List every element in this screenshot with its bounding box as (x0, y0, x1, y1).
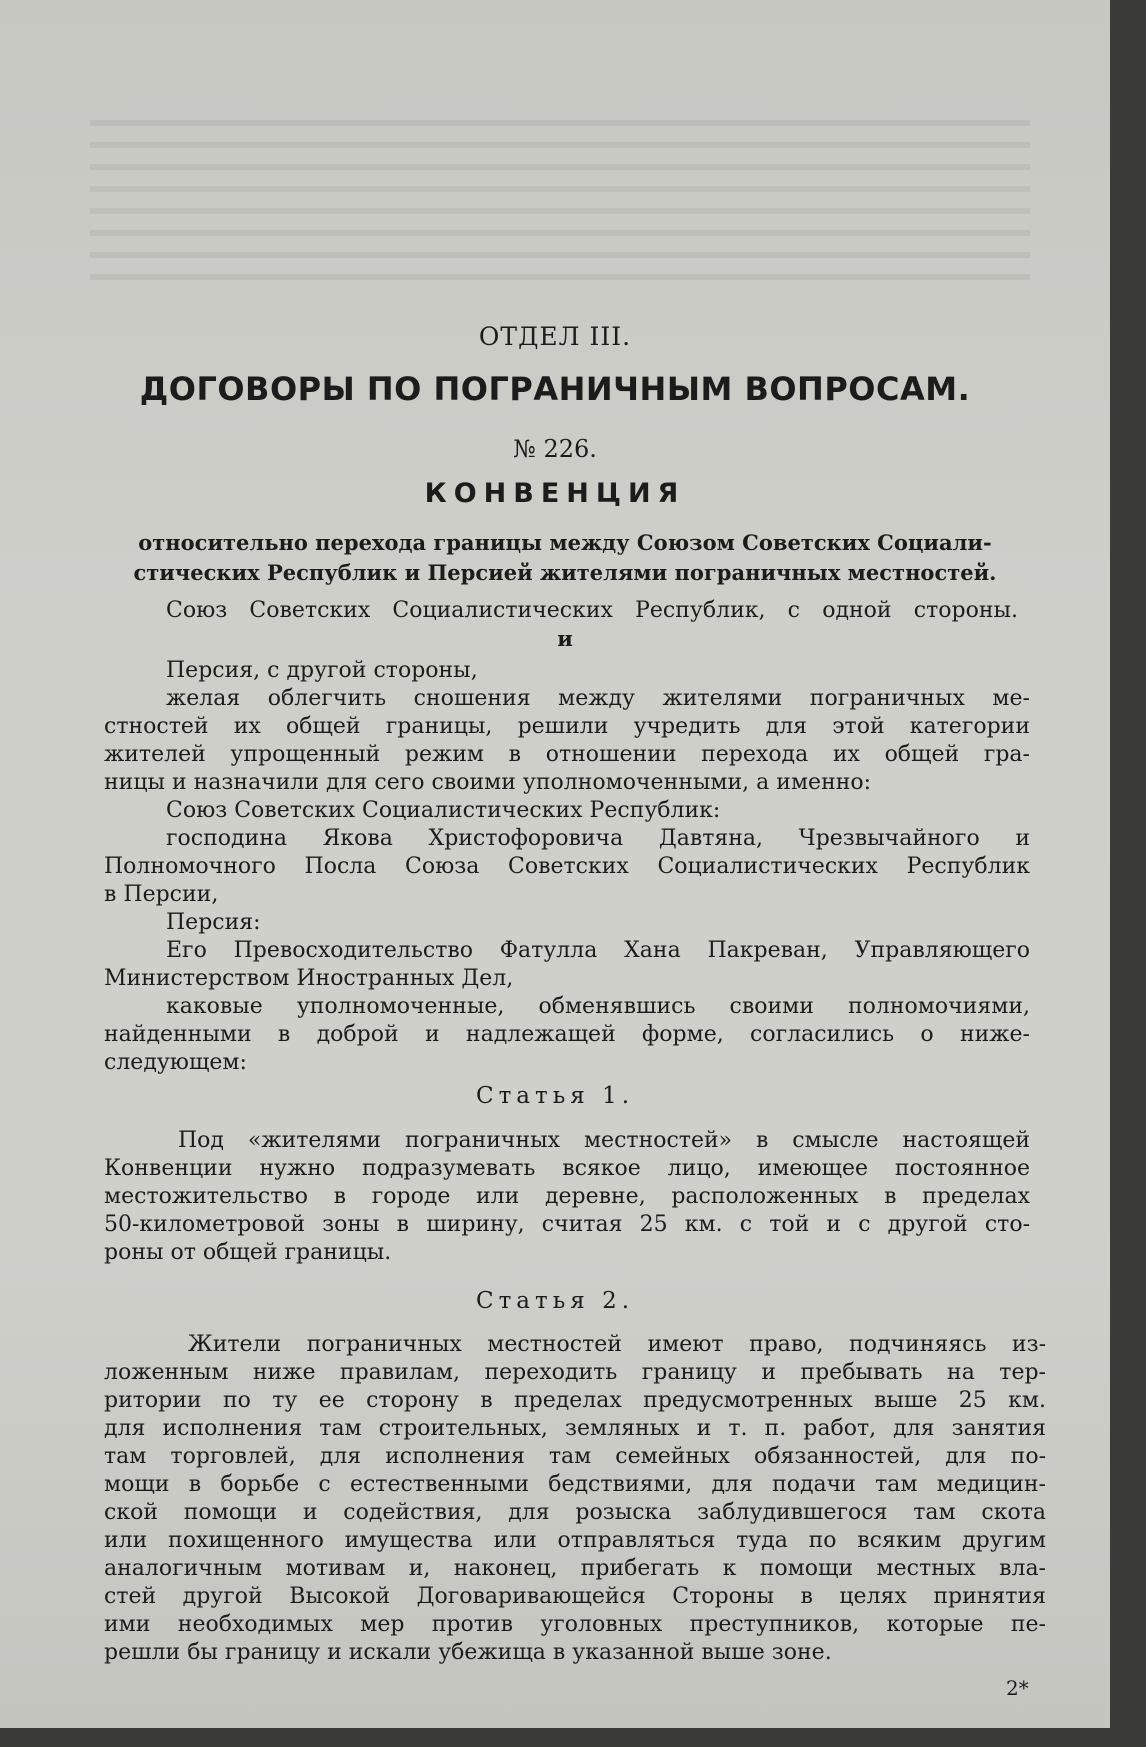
party-one-label: Союз Советских Социалистических Республик: (166, 798, 721, 823)
subtitle-line: относительно перехода границы между Союзом Советских Социали- (138, 530, 992, 555)
article-2-line: там торговлей, для исполнения там семейных обязанностей, для по- (104, 1444, 1046, 1469)
article-2-line: ской помощи и содействия, для розыска заблудившегося там скота (104, 1500, 1046, 1525)
representative-line: в Персии, (104, 882, 219, 907)
subtitle-line: стических Республик и Персией жителями пограничных местностей. (133, 560, 997, 585)
preamble-line: каковые уполномоченные, обменявшись своими полномочиями, (166, 994, 1030, 1019)
article-1-line: Под «жителями пограничных местностей» в смысле настоящей (178, 1128, 1030, 1153)
article-2-line: для исполнения там строительных, земляных и т. п. работ, для занятия (104, 1416, 1046, 1441)
article-2-line: или похищенного имущества или отправляться туда по всяким другим (104, 1528, 1046, 1553)
section-label: ОТДЕЛ III. (478, 322, 632, 351)
preamble-and: и (557, 626, 573, 651)
show-through-texture (90, 120, 1030, 280)
representative-line: Его Превосходительство Фатулла Хана Пакреван, Управляющего (166, 938, 1030, 963)
document-type: КОНВЕНЦИЯ (424, 478, 686, 509)
article-2-line: ложенным ниже правилам, переходить границу и пребывать на тер- (104, 1360, 1046, 1385)
section-title: ДОГОВОРЫ ПО ПОГРАНИЧНЫМ ВОПРОСАМ. (139, 370, 971, 408)
preamble-line: Союз Советских Социалистических Республик, с одной стороны. (166, 598, 1018, 623)
article-2-heading: Статья 2. (475, 1288, 635, 1314)
page-number: 2* (1006, 1676, 1029, 1700)
preamble-line: жителей упрощенный режим в отношении перехода их общей гра- (104, 742, 1030, 767)
representative-line: Полномочного Посла Союза Советских Социалистических Республик (104, 854, 1030, 879)
document-subtitle (95, 528, 1035, 588)
article-2-line: аналогичным мотивам и, наконец, прибегать к помощи местных вла- (104, 1556, 1046, 1581)
article-1-line: местожительство в городе или деревне, расположенных в пределах (104, 1184, 1030, 1209)
article-2-line: Жители пограничных местностей имеют право, подчиняясь из- (188, 1332, 1046, 1357)
party-two-label: Персия: (166, 910, 261, 935)
article-2-line: мощи в борьбе с естественными бедствиями, для подачи там медицин- (104, 1472, 1046, 1497)
article-2-line: ими необходимых мер против уголовных преступников, которые пе- (104, 1612, 1046, 1637)
article-1-line: Конвенции нужно подразумевать всякое лицо, имеющее постоянное (104, 1156, 1030, 1181)
preamble-line: желая облегчить сношения между жителями пограничных ме- (166, 686, 1030, 711)
representative-line: Министерством Иностранных Дел, (104, 966, 514, 991)
article-2-line: решли бы границу и искали убежища в указанной выше зоне. (104, 1640, 832, 1665)
article-1-line: роны от общей границы. (104, 1240, 392, 1265)
preamble-line: найденными в доброй и надлежащей форме, согласились о ниже- (104, 1022, 1030, 1047)
representative-line: господина Якова Христофоровича Давтяна, Чрезвычайного и (166, 826, 1030, 851)
preamble-line: Персия, с другой стороны, (166, 658, 478, 683)
document-number: № 226. (513, 435, 597, 463)
article-2-line: стей другой Высокой Договаривающейся Стороны в целях принятия (104, 1584, 1046, 1609)
preamble-line: стностей их общей границы, решили учредить для этой категории (104, 714, 1030, 739)
preamble-line: следующем: (104, 1050, 247, 1075)
preamble-line: ницы и назначили для сего своими уполномоченными, а именно: (104, 770, 872, 795)
article-1-heading: Статья 1. (475, 1083, 635, 1109)
article-2-line: ритории по ту ее сторону в пределах предусмотренных выше 25 км. (104, 1388, 1046, 1413)
article-1-line: 50-километровой зоны в ширину, считая 25 км. с той и с другой сто- (104, 1212, 1030, 1237)
